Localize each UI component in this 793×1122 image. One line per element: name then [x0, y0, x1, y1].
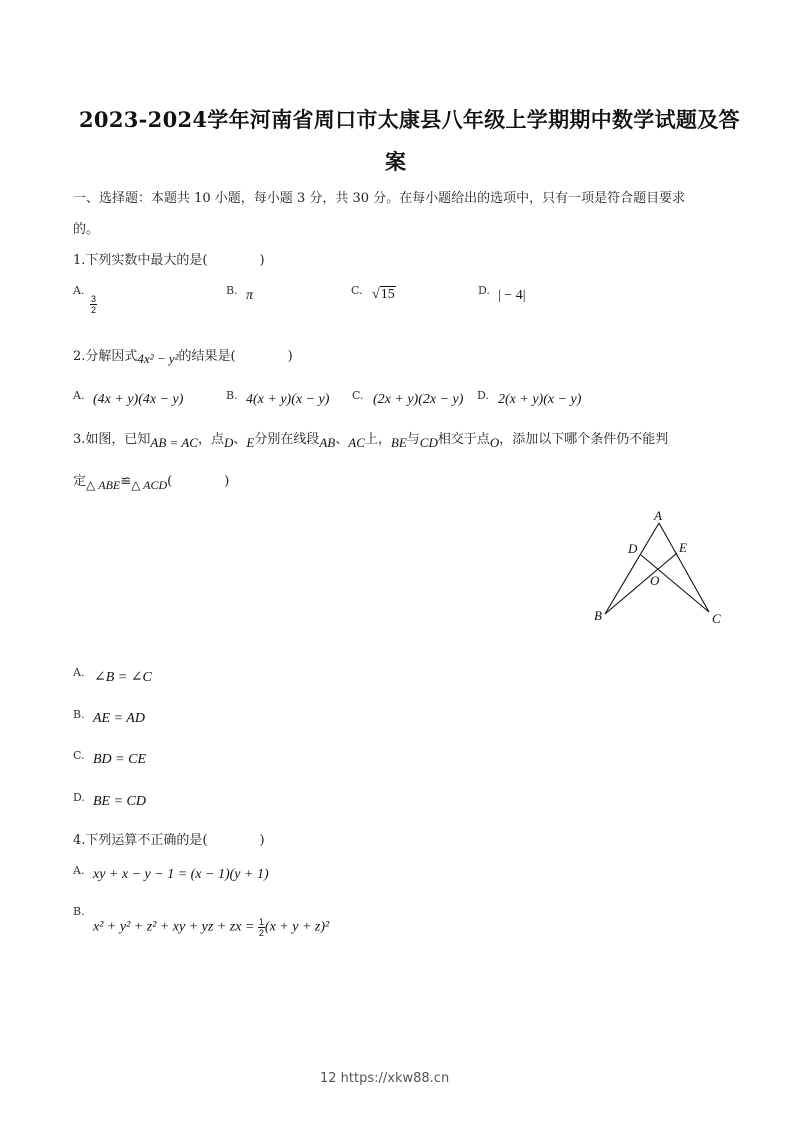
q1-option-d-value: | − 4|	[498, 288, 526, 303]
fraction: $\frac{3}{2}$	[91, 294, 97, 315]
question-2-stem: 2.分解因式4x² − y²的结果是( )	[73, 349, 293, 366]
fraction: $\frac{1}{2}$	[258, 917, 264, 938]
q1-option-a-label: A.	[73, 284, 85, 297]
q2-option-a-label: A.	[73, 389, 85, 402]
q4-option-b-label: B.	[73, 905, 85, 918]
q2-option-b-label: B.	[226, 389, 238, 402]
q4-option-a-value: xy + x − y − 1 = (x − 1)(y + 1)	[93, 867, 269, 882]
label-d: D	[628, 541, 638, 556]
segment-ab	[605, 523, 659, 614]
stem-math: 4x² − y²	[137, 351, 179, 366]
question-number: 2.	[73, 349, 86, 364]
q1-option-c-value	[372, 287, 396, 303]
q1-option-d-label: D.	[478, 284, 490, 297]
page-footer: 12 https://xkw88.cn	[320, 1071, 450, 1086]
q2-option-d-label: D.	[477, 389, 489, 402]
question-3-stem-line1: 3.如图，已知AB = AC，点D、E分别在线段AB、AC上，BE与CD相交于点O，添加以下哪个条件仍不能判	[73, 432, 669, 450]
q2-option-c-value: (2x + y)(2x − y)	[373, 392, 464, 407]
q2-option-d-value: 2(x + y)(x − y)	[498, 392, 582, 407]
section-header-line1: 一、选择题：本题共 10 小题，每小题 3 分，共 30 分。在每小题给出的选项中，只有一项是符合题目要求	[73, 191, 686, 206]
q1-option-c-label: C.	[351, 284, 363, 297]
q3-option-d-label: D.	[73, 791, 85, 804]
q3-option-b-label: B.	[73, 708, 85, 721]
square-root: √15	[372, 287, 395, 302]
segment-ac	[659, 523, 709, 612]
q2-option-c-label: C.	[352, 389, 364, 402]
q3-option-c-label: C.	[73, 749, 85, 762]
label-c: C	[712, 611, 721, 626]
question-text: 下列运算不正确的是(	[85, 833, 208, 848]
q2-option-b-value: 4(x + y)(x − y)	[246, 392, 330, 407]
label-a: A	[654, 508, 662, 523]
question-number: 4.	[73, 833, 86, 848]
question-text: 下列实数中最大的是(	[85, 253, 208, 268]
label-e: E	[679, 540, 687, 555]
document-title-line2: 案	[385, 149, 407, 174]
question-number: 3.	[73, 432, 86, 447]
question-3-stem-line2: 定△ ABE≌△ ACD( )	[73, 474, 230, 492]
q3-option-c-value: BD = CE	[93, 752, 146, 767]
label-b: B	[594, 608, 602, 623]
q2-option-a-value: (4x + y)(4x − y)	[93, 392, 184, 407]
question-1-stem: 1.下列实数中最大的是( )	[73, 253, 265, 268]
triangle-figure	[585, 505, 735, 635]
q4-option-a-label: A.	[73, 864, 85, 877]
question-number: 1.	[73, 253, 86, 268]
label-o: O	[650, 573, 660, 588]
q3-option-a-label: A.	[73, 666, 85, 679]
section-header-line2: 的。	[73, 222, 100, 237]
question-4-stem: 4.下列运算不正确的是( )	[73, 833, 265, 848]
q3-option-a-value: ∠B = ∠C	[94, 670, 152, 685]
q1-option-b-label: B.	[226, 284, 238, 297]
q3-option-d-value: BE = CD	[93, 794, 146, 809]
q1-option-b-value: π	[246, 288, 254, 303]
q1-option-a-value	[90, 294, 97, 315]
document-title-line1: 2023-2024学年河南省周口市太康县八年级上学期期中数学试题及答	[79, 107, 740, 132]
q4-option-b-value: x² + y² + z² + xy + yz + zx = $\frac{1}{2}$ (x + y + z)²	[93, 917, 330, 938]
q3-option-b-value: AE = AD	[93, 711, 145, 726]
segment-be	[605, 553, 677, 614]
